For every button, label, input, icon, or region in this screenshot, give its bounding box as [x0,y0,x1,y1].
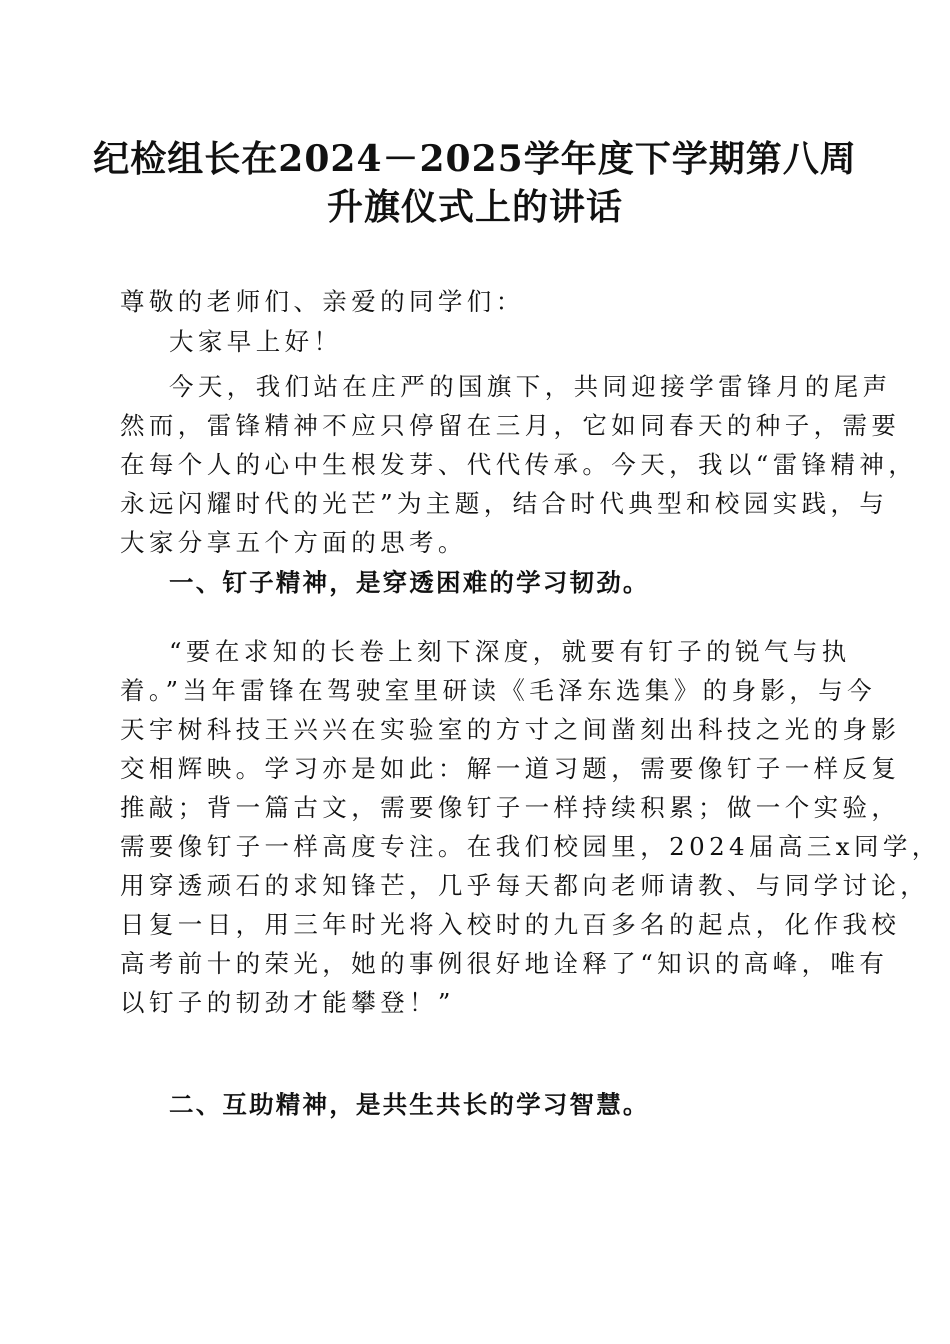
intro-line: 永远闪耀时代的光芒”为主题，结合时代典型和校园实践，与 [120,489,889,518]
section-1-line: 高考前十的荣光，她的事例很好地诠释了“知识的高峰，唯有 [120,949,889,978]
intro-line: 今天，我们站在庄严的国旗下，共同迎接学雷锋月的尾声 [169,372,892,401]
section-1-line: 需要像钉子一样高度专注。在我们校园里，2024届高三x同学， [120,832,941,861]
section-2-heading [120,1085,840,1124]
section-1-line: 交相辉映。学习亦是如此：解一道习题，需要像钉子一样反复 [120,754,901,783]
intro-line: 大家分享五个方面的思考。 [120,528,467,557]
section-1-line: 日复一日，用三年时光将入校时的九百多名的起点，化作我校 [120,910,901,939]
section-1-line: 以钉子的韧劲才能攀登！” [120,988,455,1017]
section-1-paragraph [120,632,941,1022]
intro-line: 在每个人的心中生根发芽、代代传承。今天，我以“雷锋精神， [120,450,918,479]
section-1-line: 用穿透顽石的求知锋芒，几乎每天都向老师请教、与同学讨论， [120,871,930,900]
section-1-line: 着。”当年雷锋在驾驶室里研读《毛泽东选集》的身影，与今 [120,676,877,705]
section-2-heading-text: 二、互助精神，是共生共长的学习智慧。 [169,1090,650,1119]
document-title-line-2: 升旗仪式上的讲话 [326,186,623,228]
document-title-line-1: 纪检组长在2024－2025学年度下学期第八周 [93,138,857,180]
greeting-text: 大家早上好！ [169,327,343,356]
salutation [120,282,840,321]
intro-paragraph [120,367,918,562]
section-1-line: 天宇树科技王兴兴在实验室的方寸之间凿刻出科技之光的身影 [120,715,901,744]
section-1-heading-text: 一、钉子精神，是穿透困难的学习韧劲。 [169,568,650,597]
section-1-line: 推敲；背一篇古文，需要像钉子一样持续积累；做一个实验， [120,793,901,822]
greeting [120,322,840,361]
intro-line: 然而，雷锋精神不应只停留在三月，它如同春天的种子，需要 [120,411,901,440]
section-1-heading [120,563,840,602]
salutation-text: 尊敬的老师们、亲爱的同学们： [120,287,525,316]
section-1-line: “要在求知的长卷上刻下深度，就要有钉子的锐气与执 [169,637,851,666]
